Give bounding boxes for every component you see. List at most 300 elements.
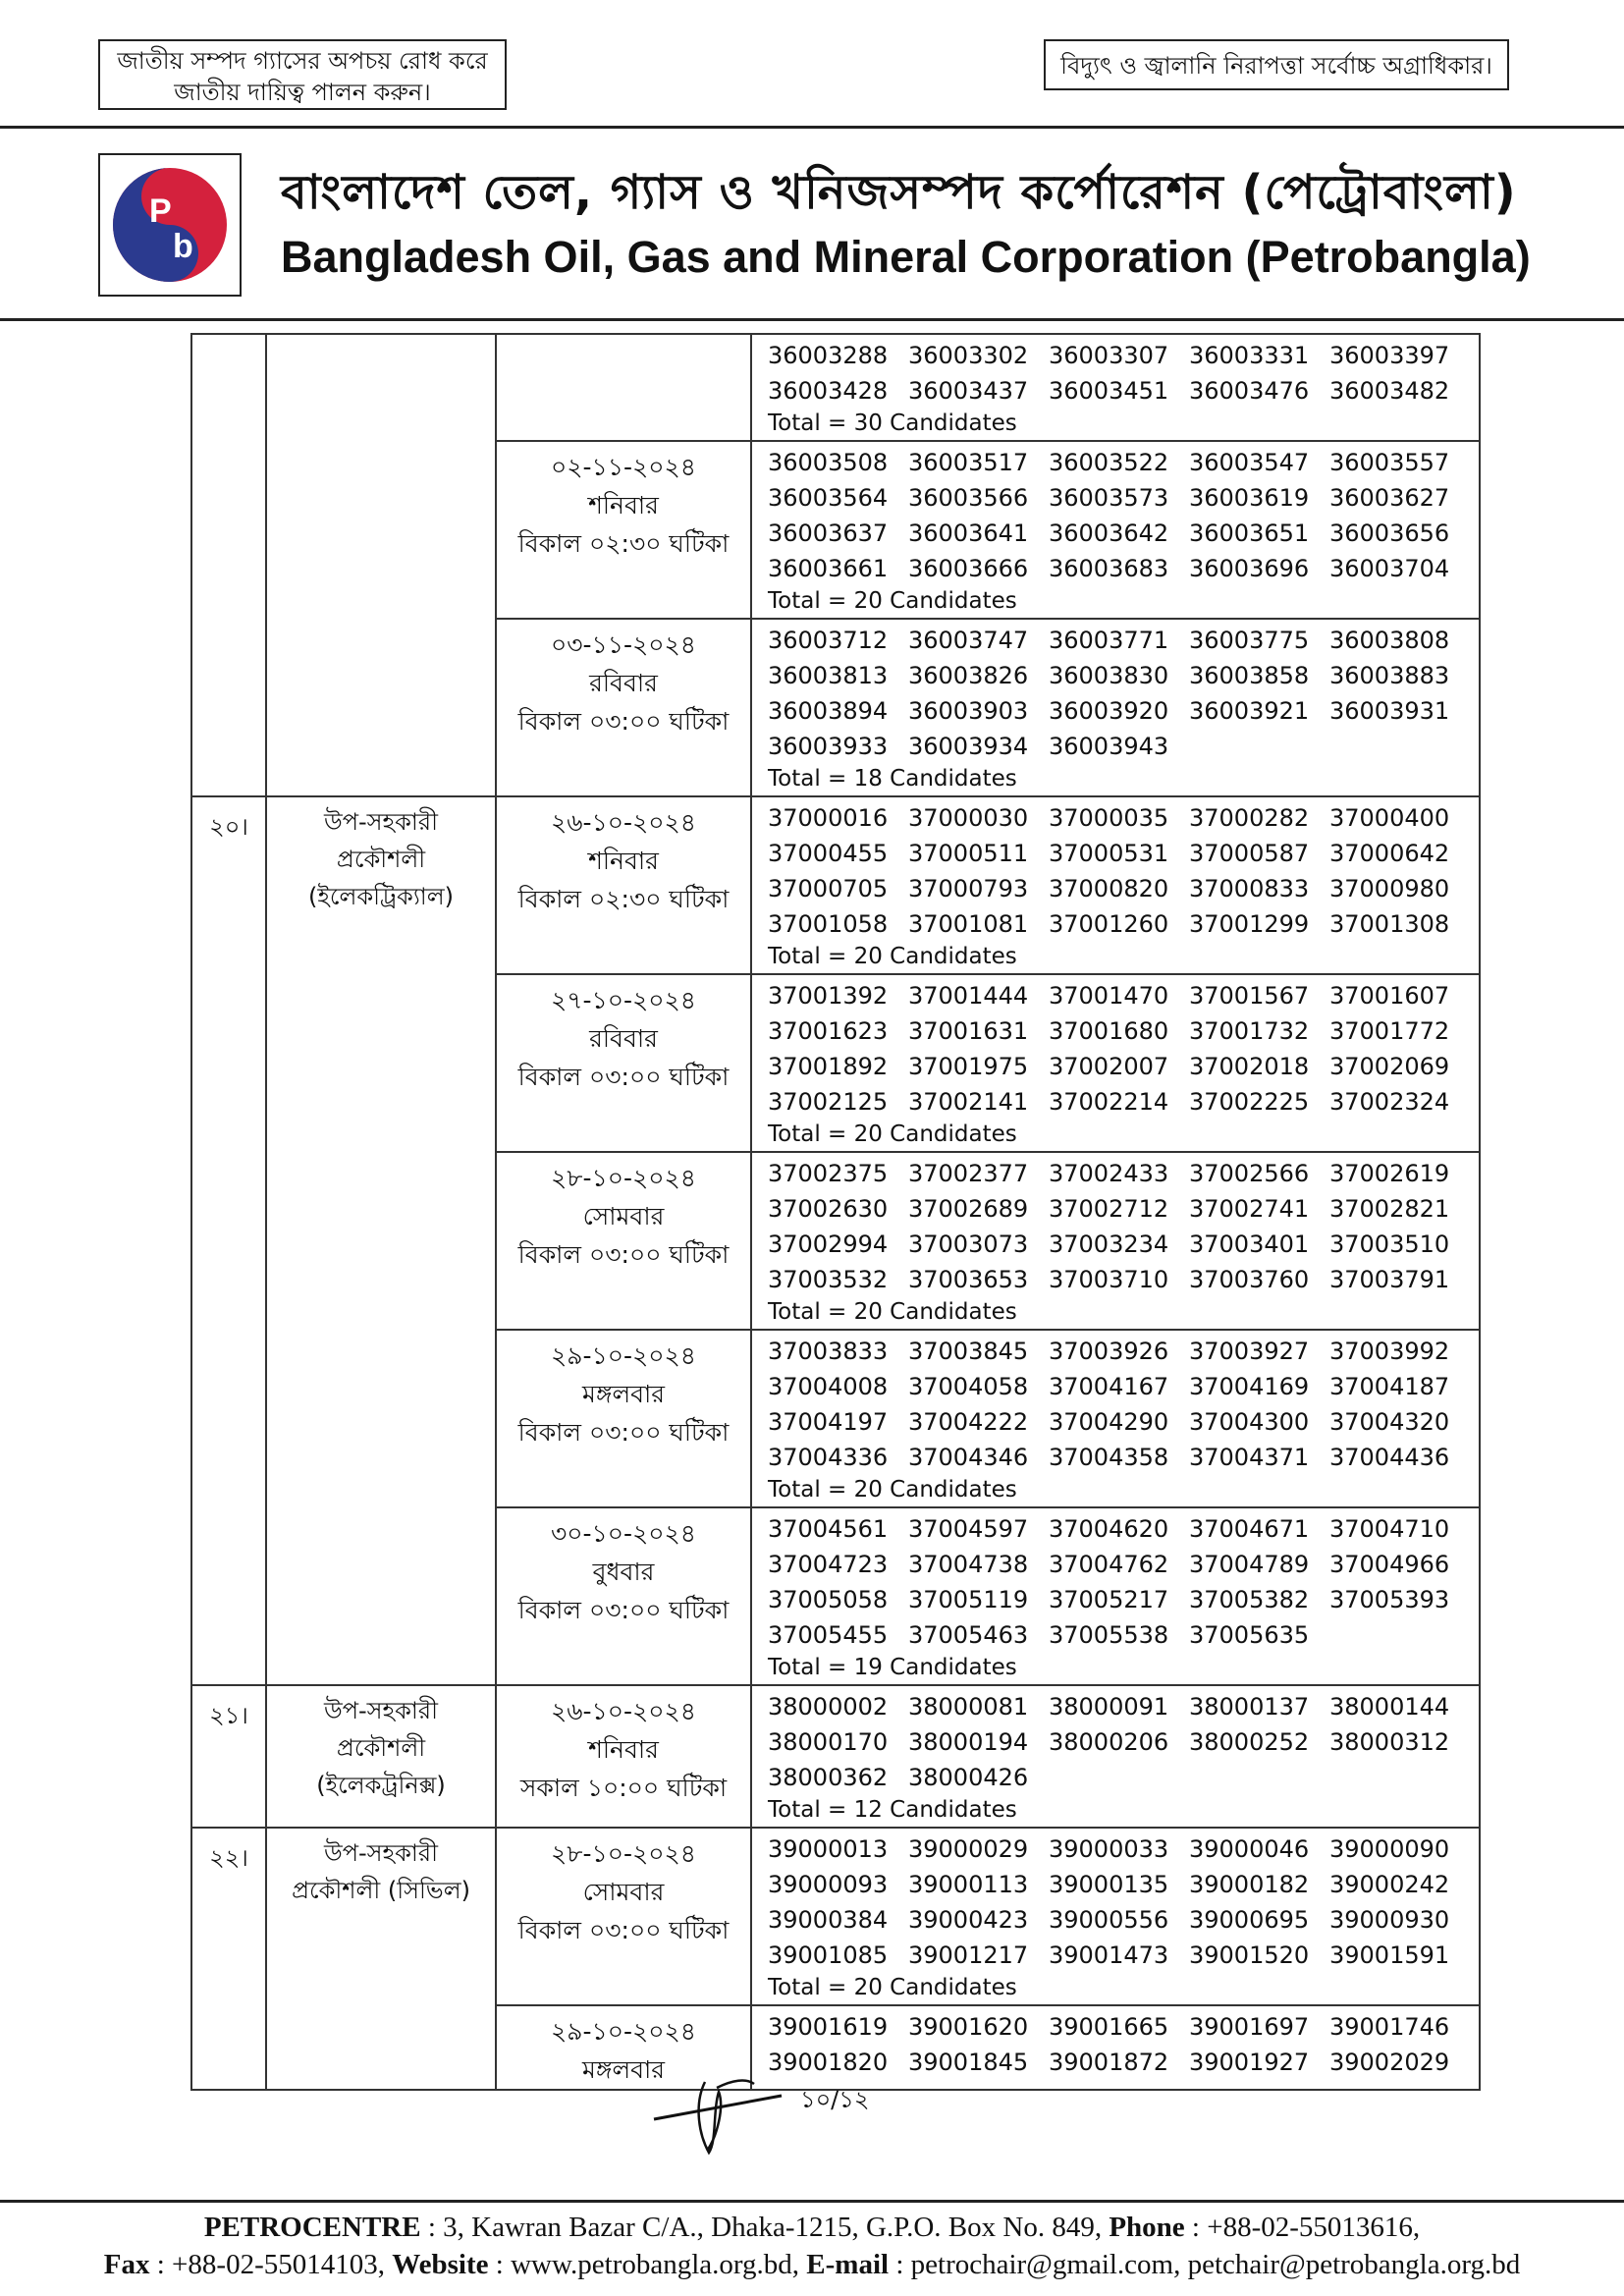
exam-date-cell [496,1685,751,1828]
exam-date: ০৩-১১-২০২৪ [551,630,696,659]
roll-number: 36003775 [1189,627,1310,654]
roll-number: 36003437 [908,377,1029,405]
roll-row [752,373,1479,409]
roll-number: 37001567 [1189,982,1310,1010]
exam-time: বিকাল ০৩:০০ ঘটিকা [517,1916,730,1944]
roll-row [752,516,1479,551]
post-name-line: (ইলেকট্রনিক্স) [316,1772,446,1799]
roll-number: 38000170 [768,1728,889,1756]
roll-row [752,1404,1479,1440]
slogan-left-line-1: জাতীয় সম্পদ গ্যাসের অপচয় রোধ করে [117,47,488,75]
roll-number: 37002069 [1329,1053,1450,1080]
roll-number: 37001260 [1049,910,1169,938]
exam-date-cell [496,334,751,441]
slogan-box-left [98,39,507,110]
roll-row [752,480,1479,516]
exam-date: ২৮-১০-২০২৪ [551,1164,696,1192]
footer-phone: : +88-02-55013616, [1184,2212,1421,2243]
roll-number: 37002630 [768,1195,889,1223]
exam-time: বিকাল ০২:৩০ ঘটিকা [517,885,730,913]
roll-row [752,1867,1479,1902]
footer-email-link[interactable]: : petrochair@gmail.com, petchair@petrobangla.org.bd [889,2249,1521,2280]
roll-number: 37004008 [768,1373,889,1400]
exam-schedule-table [190,333,1481,2091]
roll-numbers-cell [751,1152,1480,1330]
roll-number: 37004167 [1049,1373,1169,1400]
footer-fax: : +88-02-55014103, [149,2249,393,2280]
roll-row [752,1156,1479,1191]
roll-number: 37000016 [768,804,889,832]
roll-number: 36003573 [1049,484,1169,512]
exam-date: ৩০-১০-২০২৪ [550,1519,697,1548]
roll-number: 36003747 [908,627,1029,654]
schedule-row [191,1828,1480,2005]
exam-weekday: শনিবার [588,847,659,875]
roll-number: 37003791 [1329,1266,1450,1293]
exam-weekday: রবিবার [589,669,658,697]
roll-row [752,1582,1479,1617]
exam-date: ২৬-১০-২০২৪ [550,808,697,837]
roll-row [752,1334,1479,1369]
page-number: ১০/১২ [800,2086,870,2113]
roll-number: 37001058 [768,910,889,938]
roll-number: 37001392 [768,982,889,1010]
roll-number: 38000362 [768,1764,889,1791]
roll-number: 37002994 [768,1230,889,1258]
svg-text:P: P [149,192,172,230]
roll-number: 37005455 [768,1621,889,1649]
roll-number: 39000029 [908,1835,1029,1863]
roll-number: 36003656 [1329,519,1450,547]
roll-number: 37001623 [768,1017,889,1045]
roll-number: 37004169 [1189,1373,1310,1400]
roll-number: 37004966 [1329,1551,1450,1578]
roll-number: 37001892 [768,1053,889,1080]
roll-number: 37002433 [1049,1160,1169,1187]
petrobangla-logo-icon [100,155,240,295]
footer-website-link[interactable]: : www.petrobangla.org.bd, [488,2249,807,2280]
roll-number: 39000423 [908,1906,1029,1934]
roll-number: 37001732 [1189,1017,1310,1045]
roll-row [752,729,1479,764]
candidate-total: Total = 20 Candidates [768,588,1017,614]
exam-time: বিকাল ০৩:০০ ঘটিকা [517,1240,730,1269]
roll-number: 36003641 [908,519,1029,547]
roll-number: 37001299 [1189,910,1310,938]
footer-address-line [0,2212,1624,2244]
roll-number: 37003532 [768,1266,889,1293]
slogan-box-right [1044,39,1509,90]
roll-number: 39001217 [908,1941,1029,1969]
roll-row [752,1511,1479,1547]
roll-row [752,1831,1479,1867]
roll-row [752,2009,1479,2045]
roll-number: 36003627 [1329,484,1450,512]
footer-contact-line [0,2249,1624,2281]
header-bottom-rule [0,318,1624,321]
roll-number: 37002141 [908,1088,1029,1116]
roll-number: 39001665 [1049,2013,1169,2041]
roll-row [752,1013,1479,1049]
serial-cell: ২০। [191,796,266,1685]
roll-row [752,1369,1479,1404]
roll-number: 37003073 [908,1230,1029,1258]
roll-number: 37002125 [768,1088,889,1116]
roll-row [752,1084,1479,1120]
roll-number: 36003666 [908,555,1029,582]
roll-number: 36003704 [1329,555,1450,582]
exam-date: ২৭-১০-২০২৪ [550,986,697,1014]
roll-number: 36003921 [1189,697,1310,725]
roll-number: 37004597 [908,1515,1029,1543]
roll-number: 37004436 [1329,1444,1450,1471]
exam-date-cell [496,1152,751,1330]
roll-number: 37002821 [1329,1195,1450,1223]
roll-number: 37004710 [1329,1515,1450,1543]
roll-number: 37002225 [1189,1088,1310,1116]
exam-time: বিকাল ০৩:০০ ঘটিকা [517,1596,730,1624]
roll-number: 36003508 [768,449,889,476]
roll-number: 37005217 [1049,1586,1169,1613]
roll-number: 37005463 [908,1621,1029,1649]
exam-date-cell [496,441,751,619]
post-name-line: উপ-সহকারী [324,1697,438,1724]
post-name-line: প্রকৌশলী (সিভিল) [292,1877,470,1904]
candidate-total: Total = 18 Candidates [768,766,1017,792]
roll-number: 38000137 [1189,1693,1310,1721]
roll-number: 36003307 [1049,342,1169,369]
roll-number: 39000930 [1329,1906,1450,1934]
roll-number: 37002007 [1049,1053,1169,1080]
petrobangla-logo [98,153,242,297]
roll-row [752,1049,1479,1084]
roll-number: 37002018 [1189,1053,1310,1080]
roll-number: 37004187 [1329,1373,1450,1400]
roll-number: 36003482 [1329,377,1450,405]
roll-number: 37000531 [1049,840,1169,867]
svg-text:b: b [173,228,193,265]
exam-date: ০২-১১-২০২৪ [551,453,696,481]
post-name-cell [266,1685,496,1828]
footer-rule [0,2200,1624,2203]
roll-number: 39000046 [1189,1835,1310,1863]
roll-number: 36003476 [1189,377,1310,405]
roll-number: 39000135 [1049,1871,1169,1898]
roll-number: 37002712 [1049,1195,1169,1223]
post-name-line: উপ-সহকারী [324,808,438,836]
roll-number: 37001470 [1049,982,1169,1010]
roll-number: 36003547 [1189,449,1310,476]
candidate-total: Total = 20 Candidates [768,1121,1017,1147]
roll-number: 36003903 [908,697,1029,725]
roll-row [752,2045,1479,2080]
roll-number: 37004197 [768,1408,889,1436]
roll-number: 37004371 [1189,1444,1310,1471]
candidate-total: Total = 20 Candidates [768,944,1017,969]
candidate-total: Total = 20 Candidates [768,1975,1017,2000]
exam-date: ২৮-১০-২০২৪ [551,1839,696,1868]
roll-number: 37003927 [1189,1338,1310,1365]
roll-number: 36003619 [1189,484,1310,512]
roll-number: 37005382 [1189,1586,1310,1613]
roll-number: 39000090 [1329,1835,1450,1863]
roll-number: 37004789 [1189,1551,1310,1578]
post-name-cell [266,334,496,796]
org-name-bangla: বাংলাদেশ তেল, গ্যাস ও খনিজসম্পদ কর্পোরেশন (পেট্রোবাংলা) [281,165,1517,220]
footer-website-label: Website [392,2249,489,2280]
roll-number: 37002566 [1189,1160,1310,1187]
roll-number: 37000833 [1189,875,1310,902]
roll-number: 36003397 [1329,342,1450,369]
roll-number: 39000242 [1329,1871,1450,1898]
roll-number: 39001820 [768,2049,889,2076]
roll-number: 37002689 [908,1195,1029,1223]
roll-number: 36003288 [768,342,889,369]
roll-number: 37001631 [908,1017,1029,1045]
exam-date: ২৯-১০-২০২৪ [551,1341,696,1370]
roll-number: 38000426 [908,1764,1029,1791]
roll-number: 37002214 [1049,1088,1169,1116]
post-name-line: প্রকৌশলী [336,1734,426,1762]
roll-number: 37005635 [1189,1621,1310,1649]
exam-weekday: শনিবার [588,491,659,519]
roll-number: 39001872 [1049,2049,1169,2076]
roll-number: 36003683 [1049,555,1169,582]
roll-number: 37004358 [1049,1444,1169,1471]
roll-row [752,871,1479,906]
roll-number: 36003934 [908,733,1029,760]
roll-number: 37001444 [908,982,1029,1010]
roll-number: 39002029 [1329,2049,1450,2076]
roll-number: 37002377 [908,1160,1029,1187]
roll-number: 37005058 [768,1586,889,1613]
roll-number: 36003933 [768,733,889,760]
roll-number: 39000033 [1049,1835,1169,1863]
serial-cell [191,334,266,796]
exam-date-cell [496,974,751,1152]
roll-number: 36003661 [768,555,889,582]
candidate-total: Total = 12 Candidates [768,1797,1017,1823]
roll-number: 36003331 [1189,342,1310,369]
roll-number: 37003510 [1329,1230,1450,1258]
roll-number: 37003653 [908,1266,1029,1293]
roll-number: 39001697 [1189,2013,1310,2041]
roll-number: 38000252 [1189,1728,1310,1756]
roll-number: 37000820 [1049,875,1169,902]
candidate-total: Total = 20 Candidates [768,1477,1017,1503]
roll-number: 36003931 [1329,697,1450,725]
exam-weekday: রবিবার [589,1024,658,1053]
footer-petrocentre-label: PETROCENTRE [203,2212,421,2243]
roll-number: 37000980 [1329,875,1450,902]
roll-numbers-cell [751,796,1480,974]
roll-number: 37003710 [1049,1266,1169,1293]
roll-number: 36003642 [1049,519,1169,547]
roll-row [752,1262,1479,1297]
roll-number: 38000091 [1049,1693,1169,1721]
roll-number: 37004561 [768,1515,889,1543]
roll-number: 39001520 [1189,1941,1310,1969]
roll-number: 37004671 [1189,1515,1310,1543]
roll-number: 36003566 [908,484,1029,512]
post-name-line: (ইলেকট্রিক্যাল) [307,883,455,910]
roll-row [752,1760,1479,1795]
roll-number: 36003813 [768,662,889,689]
schedule-row [191,796,1480,974]
exam-date-cell [496,1828,751,2005]
roll-number: 39001085 [768,1941,889,1969]
footer-phone-label: Phone [1109,2212,1185,2243]
roll-number: 37002741 [1189,1195,1310,1223]
serial-cell: ২২। [191,1828,266,2090]
roll-number: 39001619 [768,2013,889,2041]
exam-date-cell [496,619,751,796]
roll-number: 37000030 [908,804,1029,832]
exam-time: বিকাল ০৩:০০ ঘটিকা [517,1418,730,1447]
roll-number: 36003808 [1329,627,1450,654]
roll-row [752,836,1479,871]
roll-number: 36003302 [908,342,1029,369]
roll-number: 36003517 [908,449,1029,476]
exam-date: ২৬-১০-২০২৪ [550,1697,697,1725]
roll-number: 37000705 [768,875,889,902]
roll-number: 37000793 [908,875,1029,902]
roll-row [752,623,1479,658]
roll-number: 37004300 [1189,1408,1310,1436]
roll-number: 37005538 [1049,1621,1169,1649]
roll-row [752,338,1479,373]
exam-time: বিকাল ০৩:০০ ঘটিকা [517,1063,730,1091]
roll-row [752,1440,1479,1475]
roll-number: 37003833 [768,1338,889,1365]
roll-row [752,1938,1479,1973]
roll-number: 37002619 [1329,1160,1450,1187]
roll-number: 37000400 [1329,804,1450,832]
roll-number: 39000113 [908,1871,1029,1898]
roll-number: 36003830 [1049,662,1169,689]
roll-row [752,551,1479,586]
roll-row [752,693,1479,729]
footer-fax-label: Fax [103,2249,150,2280]
serial-cell: ২১। [191,1685,266,1828]
roll-number: 37003234 [1049,1230,1169,1258]
roll-number: 37004320 [1329,1408,1450,1436]
roll-number: 37004762 [1049,1551,1169,1578]
roll-number: 37004222 [908,1408,1029,1436]
roll-row [752,658,1479,693]
exam-weekday: মঙ্গলবার [581,1380,665,1408]
roll-number: 38000002 [768,1693,889,1721]
roll-number: 36003557 [1329,449,1450,476]
exam-weekday: শনিবার [588,1735,659,1764]
roll-number: 37003926 [1049,1338,1169,1365]
slogan-left-line-2: জাতীয় দায়িত্ব পালন করুন। [174,79,431,106]
roll-number: 36003943 [1049,733,1169,760]
roll-row [752,1724,1479,1760]
roll-number: 37001772 [1329,1017,1450,1045]
roll-number: 36003712 [768,627,889,654]
footer-address: : 3, Kawran Bazar C/A., Dhaka-1215, G.P.O. Box No. 849, [420,2212,1110,2243]
roll-number: 37000282 [1189,804,1310,832]
roll-number: 37004290 [1049,1408,1169,1436]
exam-time: বিকাল ০২:৩০ ঘটিকা [517,529,730,558]
roll-numbers-cell [751,1330,1480,1507]
roll-numbers-cell [751,1685,1480,1828]
roll-number: 37000035 [1049,804,1169,832]
roll-number: 37004723 [768,1551,889,1578]
roll-number: 38000194 [908,1728,1029,1756]
roll-number: 37001308 [1329,910,1450,938]
roll-numbers-cell [751,1507,1480,1685]
roll-number: 36003522 [1049,449,1169,476]
roll-number: 37000642 [1329,840,1450,867]
exam-time: সকাল ১০:০০ ঘটিকা [519,1774,728,1802]
roll-numbers-cell [751,334,1480,441]
roll-number: 37003992 [1329,1338,1450,1365]
post-name-line: প্রকৌশলী [336,846,426,873]
post-name-line: উপ-সহকারী [324,1839,438,1867]
roll-number: 36003858 [1189,662,1310,689]
roll-number: 36003920 [1049,697,1169,725]
roll-row [752,1902,1479,1938]
exam-date: ২৯-১০-২০২৪ [551,2017,696,2046]
roll-number: 36003637 [768,519,889,547]
roll-number: 38000206 [1049,1728,1169,1756]
exam-weekday: বুধবার [592,1558,655,1586]
signature-image [648,2062,785,2160]
roll-row [752,1191,1479,1227]
roll-number: 37004346 [908,1444,1029,1471]
roll-number: 37001680 [1049,1017,1169,1045]
roll-number: 36003451 [1049,377,1169,405]
roll-number: 39000695 [1189,1906,1310,1934]
exam-date-cell [496,1330,751,1507]
roll-numbers-cell [751,441,1480,619]
roll-number: 37003760 [1189,1266,1310,1293]
roll-number: 37000455 [768,840,889,867]
roll-number: 36003696 [1189,555,1310,582]
roll-numbers-cell [751,619,1480,796]
exam-date-cell [496,1507,751,1685]
roll-number: 39000093 [768,1871,889,1898]
roll-number: 37004336 [768,1444,889,1471]
schedule-row [191,334,1480,441]
roll-number: 37004738 [908,1551,1029,1578]
roll-row [752,1227,1479,1262]
roll-number: 39001620 [908,2013,1029,2041]
roll-number: 39001845 [908,2049,1029,2076]
roll-row [752,906,1479,942]
roll-numbers-cell [751,2005,1480,2090]
roll-number: 36003428 [768,377,889,405]
roll-number: 39000384 [768,1906,889,1934]
roll-number: 37003401 [1189,1230,1310,1258]
roll-number: 37000587 [1189,840,1310,867]
roll-number: 38000312 [1329,1728,1450,1756]
post-name-cell [266,796,496,1685]
exam-time: বিকাল ০৩:০০ ঘটিকা [517,707,730,736]
roll-number: 36003894 [768,697,889,725]
roll-number: 38000081 [908,1693,1029,1721]
candidate-total: Total = 30 Candidates [768,410,1017,436]
roll-number: 37001975 [908,1053,1029,1080]
roll-number: 39001591 [1329,1941,1450,1969]
roll-number: 39000182 [1189,1871,1310,1898]
roll-number: 39001927 [1189,2049,1310,2076]
roll-number: 39001473 [1049,1941,1169,1969]
header-top-rule [0,126,1624,129]
roll-number: 37002375 [768,1160,889,1187]
